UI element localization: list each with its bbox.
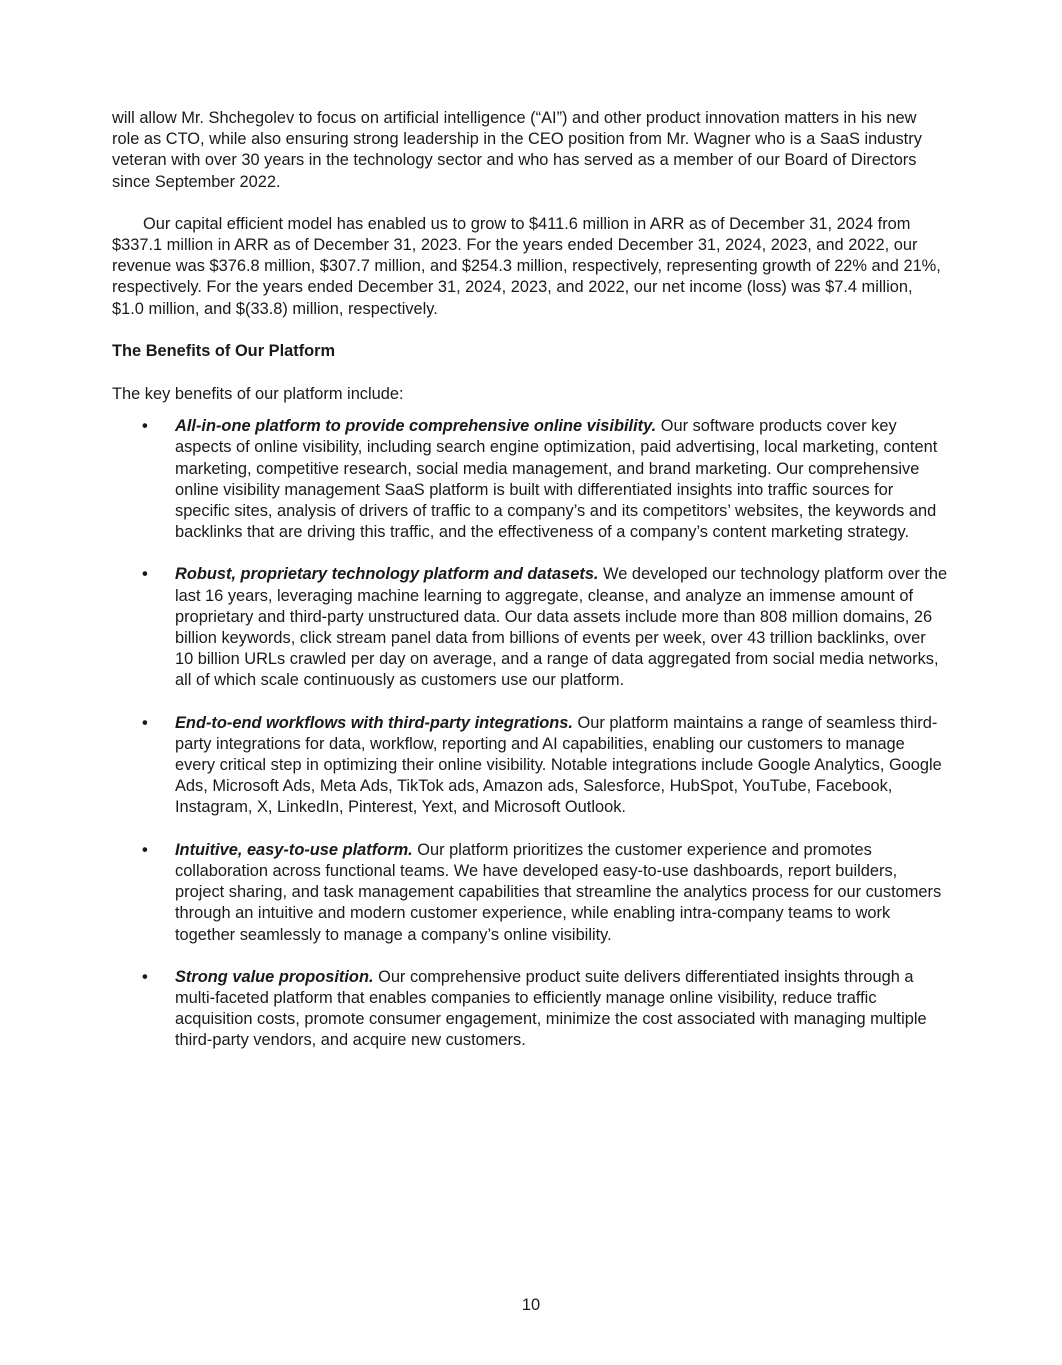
benefit-body: Our platform maintains a range of seamless third-party integrations for data, workflow, reporting and AI capabilities, enabling our customers to manage every critical step in optimizing their online visibility. Notable integrations include Google Analytics, Google Ads, Microsoft Ads, Meta Ads, TikTok ads, Amazon ads, Salesforce, HubSpot, YouTube, Facebook, Instagram, X, LinkedIn, Pinterest, Yext, and Microsoft Outlook.: [175, 713, 942, 817]
list-item: [112, 967, 948, 1052]
list-item: [112, 840, 948, 946]
bullet-icon: •: [142, 565, 148, 584]
capital-efficiency-paragraph: Our capital efficient model has enabled us to grow to $411.6 million in ARR as of December 31, 2024 from $337.1 million in ARR as of December 31, 2023. For the years ended December 31, 2024, 2023, and 2022, our revenue was $376.8 million, $307.7 million, and $254.3 million, respectively, representing growth of 22% and 21%, respectively. For the years ended December 31, 2024, 2023, and 2022, our net income (loss) was $7.4 million, $1.0 million, and $(33.8) million, respectively.: [112, 214, 941, 318]
section-heading: The Benefits of Our Platform: [112, 341, 336, 360]
benefit-lead: All-in-one platform to provide comprehensive online visibility.: [175, 417, 657, 436]
benefit-body: We developed our technology platform over the last 16 years, leveraging machine learning to aggregate, cleanse, and analyze an immense amount of proprietary and third-party unstructured data. Our data assets include more than 808 million domains, 26 billion keywords, click stream panel data from billions of events per week, over 43 trillion backlinks, over 10 billion URLs crawled per day on average, and a range of data aggregated from social media networks, all of which scale continuously as customers use our platform.: [175, 565, 948, 690]
benefit-body: Our software products cover key aspects of online visibility, including search engine optimization, paid advertising, local marketing, content marketing, competitive research, social media management, and brand marketing. Our comprehensive online visibility management SaaS platform is built with differentiated insights into traffic sources for specific sites, analysis of drivers of traffic to a company’s and its competitors’ websites, the keywords and backlinks that are driving this traffic, and the effectiveness of a company’s content marketing strategy.: [175, 417, 938, 542]
continuation-paragraph: will allow Mr. Shchegolev to focus on artificial intelligence (“AI”) and other product innovation matters in his new role as CTO, while also ensuring strong leadership in the CEO position from Mr. Wagner who is a SaaS industry veteran with over 30 years in the technology sector and who has served as a member of our Board of Directors since September 2022.: [112, 109, 922, 191]
benefit-body: Our comprehensive product suite delivers differentiated insights through a multi-faceted platform that enables companies to efficiently manage online visibility, reduce traffic acquisition costs, promote consumer engagement, minimize the cost associated with managing multiple third-party vendors, and acquire new customers.: [175, 967, 927, 1050]
bullet-icon: •: [142, 840, 148, 859]
benefit-lead: Robust, proprietary technology platform and datasets.: [175, 565, 599, 584]
benefits-list: [112, 416, 948, 1051]
list-item: [112, 713, 948, 819]
section-intro: The key benefits of our platform include:: [112, 385, 404, 404]
benefit-body: Our platform prioritizes the customer experience and promotes collaboration across functional teams. We have developed easy-to-use dashboards, report builders, project sharing, and task management capabilities that streamline the analytics process for our customers through an intuitive and modern customer experience, while enabling intra-company teams to work together seamlessly to manage a company’s online visibility.: [175, 840, 942, 944]
benefit-lead: End-to-end workflows with third-party integrations.: [175, 713, 573, 732]
bullet-icon: •: [142, 417, 148, 436]
benefit-lead: Intuitive, easy-to-use platform.: [175, 840, 413, 859]
bullet-icon: •: [142, 713, 148, 732]
bullet-icon: •: [142, 967, 148, 986]
list-item: [112, 416, 948, 543]
document-page: [112, 108, 948, 1073]
page-number: 10: [521, 1296, 541, 1314]
list-item: [112, 564, 948, 691]
benefit-lead: Strong value proposition.: [175, 967, 374, 986]
